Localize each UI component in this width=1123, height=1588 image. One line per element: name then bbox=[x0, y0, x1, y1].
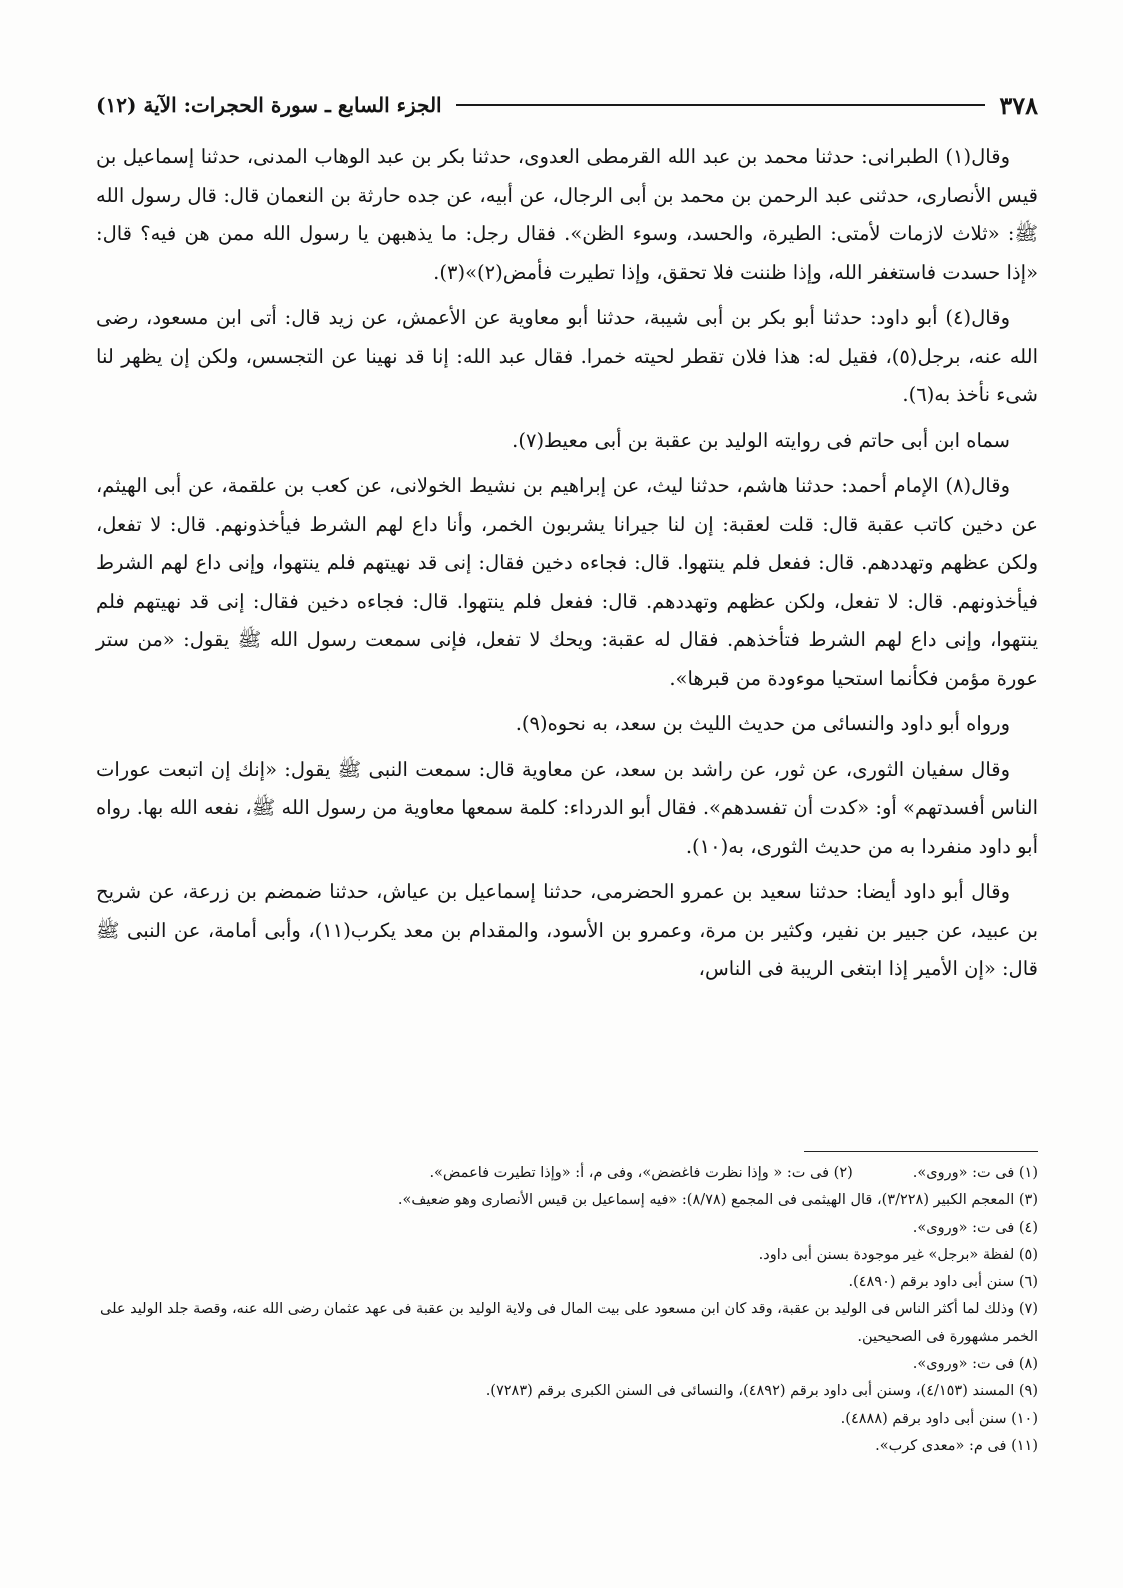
paragraph-imam-ahmad: وقال(٨) الإمام أحمد: حدثنا هاشم، حدثنا ليث، عن إبراهيم بن نشيط الخولانى، عن كعب بن علقمة، عن أبى الهيثم، عن دخين كاتب عقبة قال: قلت لعقبة: إن لنا جيرانا يشربون الخمر، وأنا داع لهم الشرط فيأخذونهم. قال: لا تفعل، ولكن عظهم وتهددهم. قال: ففعل فلم ينتهوا. قال: فجاءه دخين فقال: إنى قد نهيتهم فلم ينتهوا، وإنى داع لهم الشرط فيأخذونهم. قال: لا تفعل، ولكن عظهم وتهددهم. قال: ففعل فلم ينتهوا. قال: فجاءه دخين فقال: إنى قد نهيتهم فلم ينتهوا، وإنى داع لهم الشرط فتأخذهم. فقال له عقبة: ويحك لا تفعل، فإنى سمعت رسول الله ﷺ يقول: «من ستر عورة مؤمن فكأنما استحيا موءودة من قبرها». bbox=[96, 474, 1038, 690]
footnote-9: (٩) المسند (٤/١٥٣)، وسنن أبى داود برقم (٤٨٩٢)، والنسائى فى السنن الكبرى برقم (٧٢٨٣). bbox=[485, 1383, 1038, 1400]
footnote-8: (٨) فى ت: «وروى». bbox=[912, 1356, 1038, 1373]
footnote-line bbox=[96, 1160, 1038, 1187]
page-number: ٣٧٨ bbox=[999, 90, 1038, 120]
footnotes bbox=[96, 1160, 1038, 1460]
paragraph-abu-dawud-nasai: ورواه أبو داود والنسائى من حديث الليث بن سعد، به نحوه(٩). bbox=[515, 712, 1010, 735]
footnote-11: (١١) فى م: «معدى كرب». bbox=[875, 1437, 1038, 1454]
running-title: الجزء السابع ـ سورة الحجرات: الآية (١٢) bbox=[96, 93, 442, 117]
footnote-10: (١٠) سنن أبى داود برقم (٤٨٨٨). bbox=[840, 1410, 1038, 1427]
footnote-6: (٦) سنن أبى داود برقم (٤٨٩٠). bbox=[848, 1274, 1038, 1291]
footnote-5: (٥) لفظة «برجل» غير موجودة بسنن أبى داود. bbox=[758, 1246, 1038, 1263]
paragraph-abu-dawud-ayda: وقال أبو داود أيضا: حدثنا سعيد بن عمرو الحضرمى، حدثنا إسماعيل بن عياش، حدثنا ضمضم بن زرعة، عن شريح بن عبيد، عن جبير بن نفير، وكثير بن مرة، وعمرو بن الأسود، والمقدام بن معد يكرب(١١)، وأبى أمامة، عن النبى ﷺ قال: «إن الأمير إذا ابتغى الريبة فى الناس، bbox=[96, 880, 1038, 980]
main-text bbox=[96, 138, 1038, 996]
header-rule bbox=[456, 104, 986, 106]
paragraph-tabarani: وقال(١) الطبرانى: حدثنا محمد بن عبد الله القرمطى العدوى، حدثنا بكر بن عبد الوهاب المدنى، حدثنا إسماعيل بن قيس الأنصارى، حدثنى عبد الرحمن بن محمد بن أبى الرجال، عن أبيه، عن جده حارثة بن النعمان قال: قال رسول الله ﷺ: «ثلاث لازمات لأمتى: الطيرة، والحسد، وسوء الظن». فقال رجل: ما يذهبهن يا رسول الله ممن هن فيه؟ قال: «إذا حسدت فاستغفر الله، وإذا ظننت فلا تحقق، وإذا تطيرت فأمض(٢)»(٣). bbox=[96, 145, 1038, 284]
page-header bbox=[96, 88, 1038, 122]
footnote-4: (٤) فى ت: «وروى». bbox=[912, 1219, 1038, 1236]
footnote-rule bbox=[804, 1151, 1038, 1152]
footnote-7: (٧) وذلك لما أكثر الناس فى الوليد بن عقبة، وقد كان ابن مسعود على بيت المال فى ولاية الوليد بن عقبة فى عهد عثمان رضى الله عنه، وقصة جلد الوليد على الخمر مشهورة فى الصحيحين. bbox=[100, 1301, 1038, 1345]
paragraph-abu-dawud-tajassus: وقال(٤) أبو داود: حدثنا أبو بكر بن أبى شيبة، حدثنا أبو معاوية عن الأعمش، عن زيد قال: أتى ابن مسعود، رضى الله عنه، برجل(٥)، فقيل له: هذا فلان تقطر لحيته خمرا. فقال عبد الله: إنا قد نهينا عن التجسس، ولكن إن يظهر لنا شىء نأخذ به(٦). bbox=[96, 306, 1038, 406]
paragraph-sufyan-thawri: وقال سفيان الثورى، عن ثور، عن راشد بن سعد، عن معاوية قال: سمعت النبى ﷺ يقول: «إنك إن اتبعت عورات الناس أفسدتهم» أو: «كدت أن تفسدهم». فقال أبو الدرداء: كلمة سمعها معاوية من رسول الله ﷺ، نفعه الله بها. رواه أبو داود منفردا به من حديث الثورى، به(١٠). bbox=[96, 757, 1038, 858]
footnote-3: (٣) المعجم الكبير (٣/٢٢٨)، قال الهيثمى فى المجمع (٨/٧٨): «فيه إسماعيل بن قيس الأنصارى وهو ضعيف». bbox=[397, 1192, 1038, 1209]
footnote-1: (١) فى ت: «وروى». bbox=[912, 1165, 1038, 1181]
paragraph-ibn-abi-hatim: سماه ابن أبى حاتم فى روايته الوليد بن عقبة بن أبى معيط(٧). bbox=[512, 428, 1010, 452]
footnote-2: (٢) فى ت: « وإذا نظرت فاغضض»، وفى م، أ: «وإذا تطيرت فاعمض». bbox=[429, 1165, 853, 1181]
